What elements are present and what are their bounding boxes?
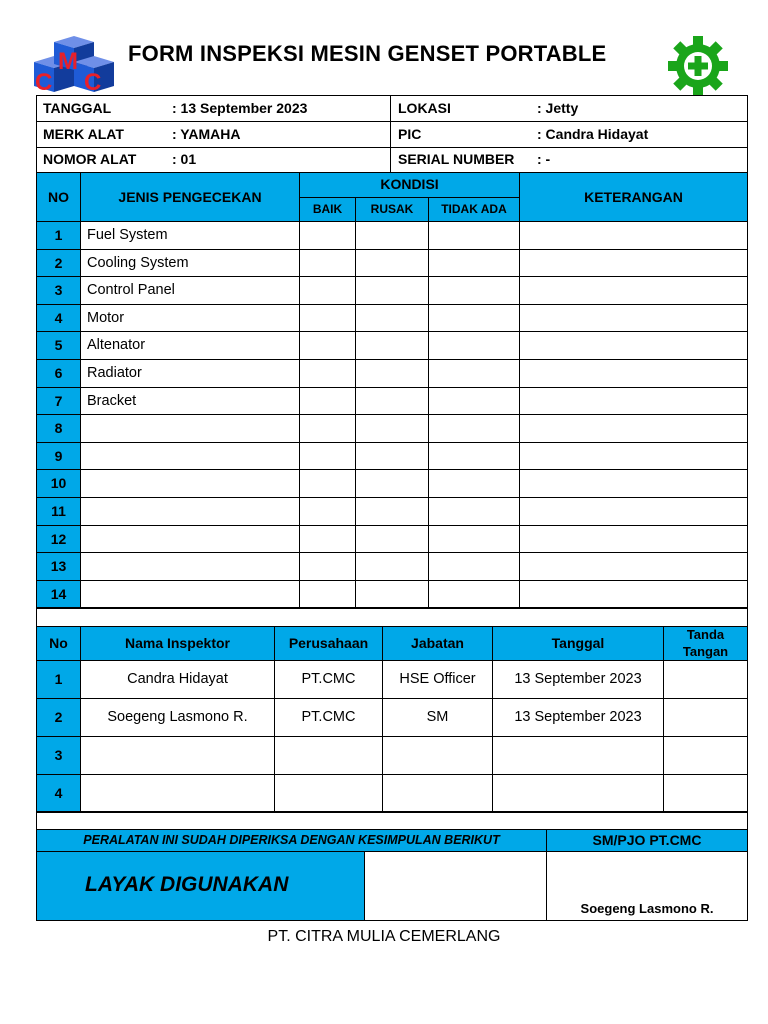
check-entry-cell[interactable] (519, 359, 748, 388)
company-logo (32, 36, 116, 96)
check-header-no-label: NO (48, 189, 69, 205)
check-item-cell (80, 469, 300, 498)
check-entry-cell[interactable] (299, 331, 356, 360)
footer-company-name: PT. CITRA MULIA CEMERLANG (267, 928, 501, 945)
insp-tanggal-cell (492, 774, 664, 813)
check-entry-cell[interactable] (355, 304, 429, 332)
check-entry-cell[interactable] (428, 580, 520, 608)
check-row-number: 6 (54, 365, 63, 381)
check-entry-cell[interactable] (299, 249, 356, 277)
check-item-label: Radiator (87, 365, 142, 381)
insp-tanggal: 13 September 2023 (514, 671, 642, 687)
check-entry-cell[interactable] (519, 469, 748, 498)
check-header-baik-label: BAIK (312, 202, 343, 216)
check-entry-cell[interactable] (428, 249, 520, 277)
check-row-number: 1 (54, 227, 63, 243)
check-entry-cell[interactable] (299, 276, 356, 305)
info-lokasi-value: : Jetty (537, 100, 579, 116)
check-entry-cell[interactable] (355, 552, 429, 581)
check-row-number: 3 (54, 282, 63, 298)
check-item-label: Control Panel (87, 282, 175, 298)
check-item-label: Cooling System (87, 255, 189, 271)
info-merk-value: : YAMAHA (172, 126, 241, 142)
check-entry-cell[interactable] (519, 580, 748, 608)
info-tanggal-value: : 13 September 2023 (172, 100, 308, 116)
check-row-number: 5 (54, 337, 63, 353)
check-row-number: 14 (50, 586, 67, 602)
check-entry-cell[interactable] (428, 552, 520, 581)
info-divider-h2 (36, 147, 748, 148)
form-title: FORM INSPEKSI MESIN GENSET PORTABLE (128, 41, 607, 66)
check-entry-cell[interactable] (519, 525, 748, 553)
check-entry-cell[interactable] (519, 414, 748, 443)
insp-header-ttd-label-1: Tanda (686, 627, 725, 642)
check-entry-cell[interactable] (519, 276, 748, 305)
check-row-number: 11 (51, 503, 66, 519)
check-row-number: 10 (50, 475, 67, 491)
check-entry-cell[interactable] (519, 552, 748, 581)
insp-header-tanggal-label: Tanggal (551, 635, 605, 651)
check-entry-cell[interactable] (428, 525, 520, 553)
insp-row-number: 2 (54, 709, 63, 725)
check-entry-cell[interactable] (428, 442, 520, 470)
check-entry-cell[interactable] (355, 469, 429, 498)
check-entry-cell[interactable] (299, 387, 356, 415)
check-entry-cell[interactable] (428, 331, 520, 360)
check-entry-cell[interactable] (299, 469, 356, 498)
check-entry-cell[interactable] (299, 304, 356, 332)
conclusion-blank-cell (364, 851, 547, 921)
check-entry-cell[interactable] (428, 359, 520, 388)
insp-tanggal: 13 September 2023 (514, 709, 642, 725)
check-item-label: Fuel System (87, 227, 168, 243)
insp-header-jabatan-label: Jabatan (411, 635, 464, 651)
check-item-cell (80, 580, 300, 608)
info-serial-label: SERIAL NUMBER (398, 151, 515, 167)
insp-jabatan: SM (426, 709, 449, 725)
check-row-number: 7 (54, 393, 63, 409)
check-entry-cell[interactable] (519, 221, 748, 250)
approver-title: SM/PJO PT.CMC (592, 832, 702, 848)
insp-perusahaan: PT.CMC (301, 709, 356, 725)
info-divider-v (390, 95, 391, 173)
check-row-number: 12 (50, 531, 67, 547)
insp-perusahaan-cell (274, 736, 383, 775)
insp-nama: Candra Hidayat (127, 671, 228, 687)
check-row-number: 13 (50, 558, 67, 574)
check-entry-cell[interactable] (299, 442, 356, 470)
check-entry-cell[interactable] (355, 414, 429, 443)
insp-signature-cell[interactable] (663, 774, 748, 813)
check-entry-cell[interactable] (355, 276, 429, 305)
insp-jabatan-cell (382, 736, 493, 775)
info-merk-label: MERK ALAT (43, 126, 124, 142)
insp-signature-cell[interactable] (663, 660, 748, 699)
check-entry-cell[interactable] (355, 249, 429, 277)
insp-tanggal-cell (492, 736, 664, 775)
conclusion-statement: PERALATAN INI SUDAH DIPERIKSA DENGAN KESIMPULAN BERIKUT (83, 833, 500, 847)
insp-signature-cell[interactable] (663, 698, 748, 737)
check-entry-cell[interactable] (519, 249, 748, 277)
table-spacer-2 (36, 811, 748, 830)
check-entry-cell[interactable] (355, 359, 429, 388)
check-item-label: Bracket (87, 393, 137, 409)
check-entry-cell[interactable] (355, 221, 429, 250)
insp-header-no-label: No (49, 635, 68, 651)
check-row-number: 2 (54, 255, 63, 271)
insp-header-ttd-label-2: Tangan (682, 644, 729, 659)
green-gear-cross-icon (664, 36, 732, 96)
insp-header-perusahaan-label: Perusahaan (288, 635, 369, 651)
logo-letter-c1: C (35, 69, 53, 96)
check-entry-cell[interactable] (299, 221, 356, 250)
check-item-cell (80, 442, 300, 470)
check-entry-cell[interactable] (519, 497, 748, 526)
check-item-cell (80, 552, 300, 581)
insp-jabatan: HSE Officer (399, 671, 476, 687)
insp-header-nama-label: Nama Inspektor (124, 635, 231, 651)
info-pic-label: PIC (398, 126, 422, 142)
insp-perusahaan-cell (274, 774, 383, 813)
check-row-number: 4 (54, 310, 63, 326)
check-entry-cell[interactable] (428, 304, 520, 332)
approver-name: Soegeng Lasmono R. (580, 901, 714, 916)
check-item-cell (80, 525, 300, 553)
insp-signature-cell[interactable] (663, 736, 748, 775)
check-entry-cell[interactable] (355, 525, 429, 553)
check-entry-cell[interactable] (428, 276, 520, 305)
check-entry-cell[interactable] (519, 387, 748, 415)
check-header-keterangan-label: KETERANGAN (584, 189, 683, 205)
check-entry-cell[interactable] (299, 497, 356, 526)
info-serial-value: : - (537, 151, 551, 167)
info-pic-value: : Candra Hidayat (537, 126, 649, 142)
insp-row-number: 4 (54, 785, 63, 801)
check-entry-cell[interactable] (428, 469, 520, 498)
check-entry-cell[interactable] (428, 497, 520, 526)
insp-row-number: 3 (54, 747, 63, 763)
check-entry-cell[interactable] (519, 304, 748, 332)
insp-perusahaan: PT.CMC (301, 671, 356, 687)
check-header-rusak-label: RUSAK (370, 202, 414, 216)
check-entry-cell[interactable] (519, 331, 748, 360)
check-entry-cell[interactable] (355, 497, 429, 526)
check-entry-cell[interactable] (299, 580, 356, 608)
check-entry-cell[interactable] (299, 414, 356, 443)
check-entry-cell[interactable] (355, 580, 429, 608)
info-nomor-label: NOMOR ALAT (43, 151, 137, 167)
info-tanggal-label: TANGGAL (43, 100, 112, 116)
check-entry-cell[interactable] (355, 442, 429, 470)
insp-nama-cell (80, 736, 275, 775)
check-item-cell (80, 497, 300, 526)
check-item-label: Motor (87, 310, 125, 326)
check-header-kondisi-label: KONDISI (380, 176, 439, 192)
check-entry-cell[interactable] (519, 442, 748, 470)
info-nomor-value: : 01 (172, 151, 197, 167)
check-entry-cell[interactable] (428, 221, 520, 250)
check-item-cell (80, 414, 300, 443)
check-row-number: 9 (54, 448, 63, 464)
info-lokasi-label: LOKASI (398, 100, 451, 116)
info-divider-h1 (36, 121, 748, 122)
insp-nama: Soegeng Lasmono R. (107, 709, 248, 725)
check-item-label: Altenator (87, 337, 146, 353)
check-entry-cell[interactable] (355, 387, 429, 415)
check-row-number: 8 (54, 420, 63, 436)
conclusion-result: LAYAK DIGUNAKAN (85, 873, 289, 896)
check-header-jenis-label: JENIS PENGECEKAN (118, 189, 262, 205)
check-entry-cell[interactable] (299, 552, 356, 581)
check-entry-cell[interactable] (428, 414, 520, 443)
check-entry-cell[interactable] (428, 387, 520, 415)
logo-letter-m: M (58, 48, 78, 75)
check-entry-cell[interactable] (299, 359, 356, 388)
check-entry-cell[interactable] (299, 525, 356, 553)
insp-row-number: 1 (54, 671, 63, 687)
check-header-tidak-ada-label: TIDAK ADA (441, 202, 507, 216)
insp-nama-cell (80, 774, 275, 813)
check-entry-cell[interactable] (355, 331, 429, 360)
table-spacer (36, 608, 748, 627)
logo-letter-c2: C (84, 69, 102, 96)
insp-jabatan-cell (382, 774, 493, 813)
